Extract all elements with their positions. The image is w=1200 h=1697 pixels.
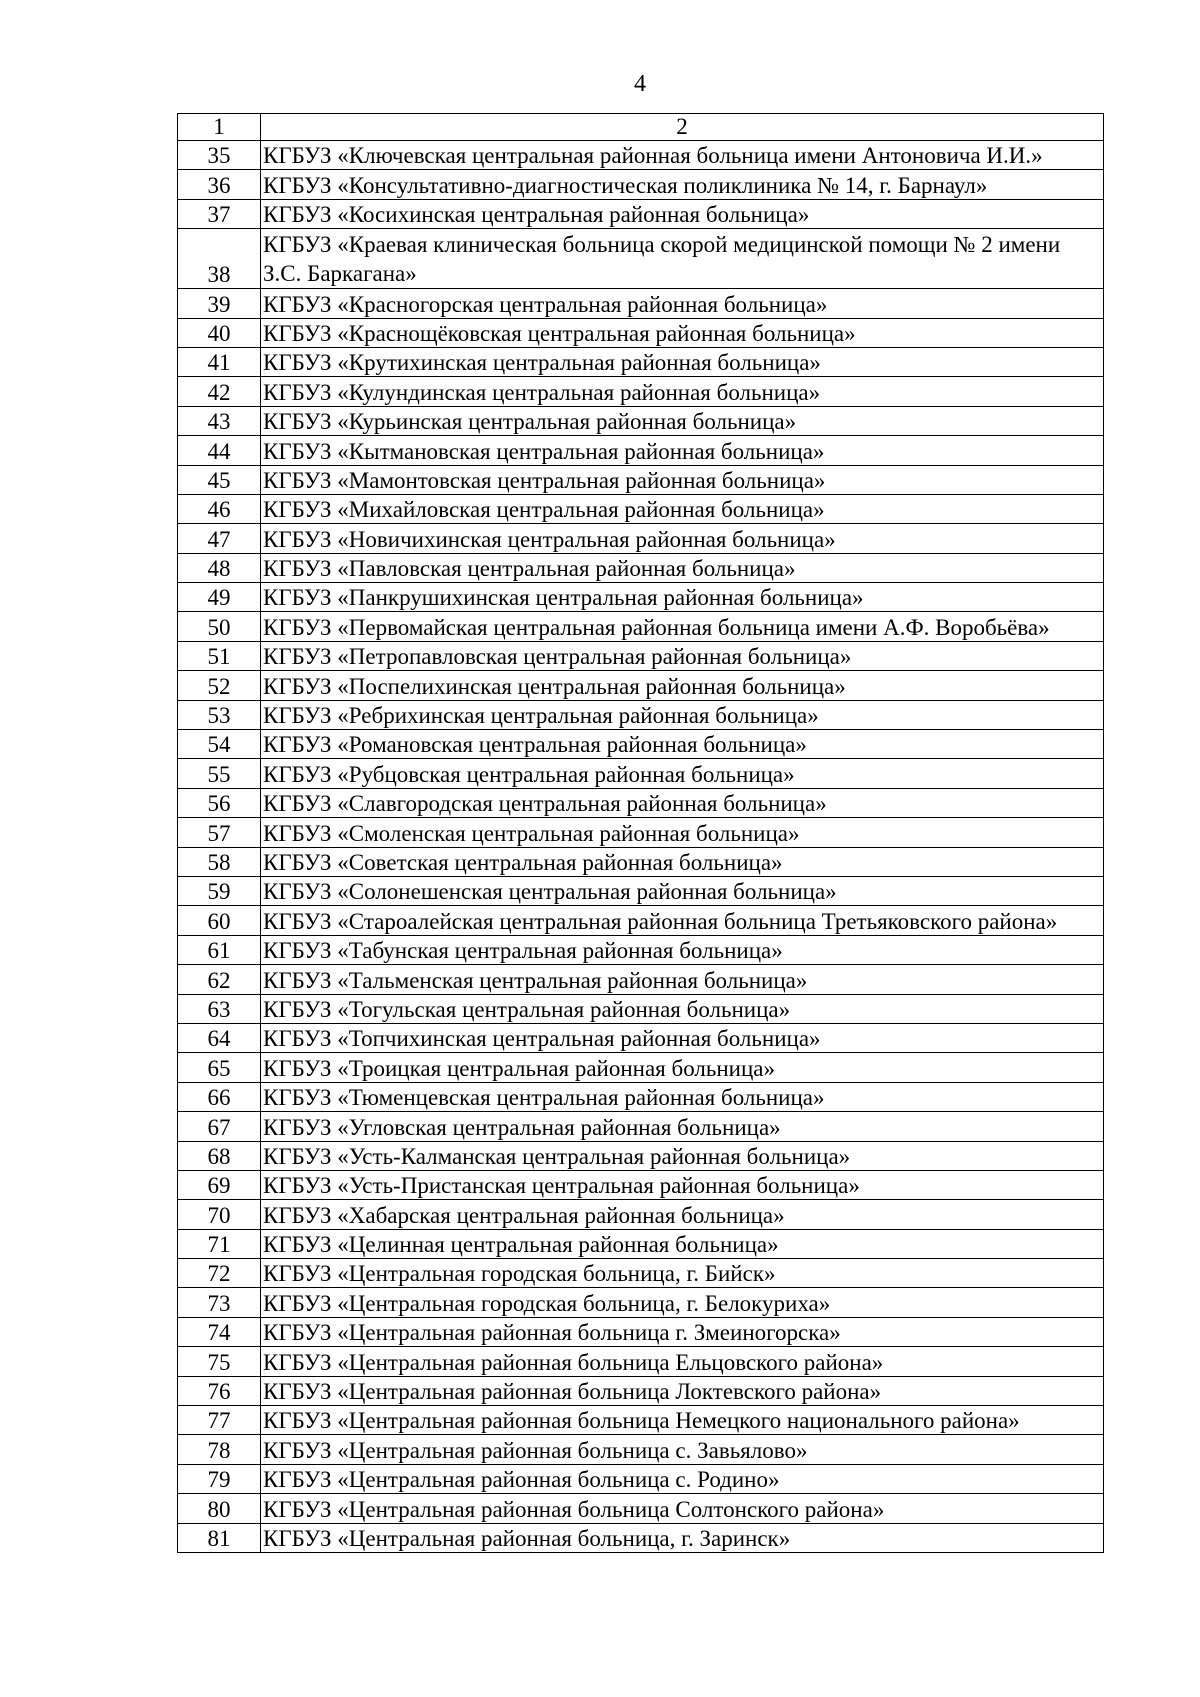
- page-number: 4: [634, 71, 646, 97]
- institution-name: КГБУЗ «Советская центральная районная больница»: [261, 847, 1104, 876]
- institution-name: КГБУЗ «Троицкая центральная районная больница»: [261, 1053, 1104, 1082]
- table-row: [178, 1464, 1104, 1493]
- table-row: [178, 1023, 1104, 1052]
- table-row: [178, 847, 1104, 876]
- institution-name: КГБУЗ «Центральная районная больница Солтонского района»: [261, 1494, 1104, 1523]
- institution-name: КГБУЗ «Романовская центральная районная больница»: [261, 730, 1104, 759]
- row-number: 69: [178, 1170, 261, 1199]
- table-row: [178, 935, 1104, 964]
- row-number: 75: [178, 1347, 261, 1376]
- table-row: [178, 612, 1104, 641]
- institution-name: КГБУЗ «Краевая клиническая больница скорой медицинской помощи № 2 имени З.С. Баркагана»: [261, 229, 1104, 289]
- institution-name: КГБУЗ «Панкрушихинская центральная районная больница»: [261, 583, 1104, 612]
- row-number: 43: [178, 406, 261, 435]
- institution-name: КГБУЗ «Угловская центральная районная больница»: [261, 1112, 1104, 1141]
- institution-name: КГБУЗ «Ребрихинская центральная районная больница»: [261, 700, 1104, 729]
- table-row: [178, 553, 1104, 582]
- table-row: [178, 994, 1104, 1023]
- institution-name: КГБУЗ «Рубцовская центральная районная больница»: [261, 759, 1104, 788]
- table-row: [178, 494, 1104, 523]
- table-row: [178, 1406, 1104, 1435]
- table-row: [178, 759, 1104, 788]
- row-number: 41: [178, 347, 261, 376]
- row-number: 63: [178, 994, 261, 1023]
- row-number: 59: [178, 876, 261, 905]
- table-row: [178, 436, 1104, 465]
- row-number: 62: [178, 965, 261, 994]
- institution-name: КГБУЗ «Целинная центральная районная больница»: [261, 1229, 1104, 1258]
- row-number: 40: [178, 318, 261, 347]
- table-row: [178, 906, 1104, 935]
- row-number: 36: [178, 170, 261, 199]
- table-row: [178, 818, 1104, 847]
- institution-name: КГБУЗ «Ключевская центральная районная больница имени Антоновича И.И.»: [261, 141, 1104, 170]
- institution-name: КГБУЗ «Солонешенская центральная районная больница»: [261, 876, 1104, 905]
- table-row: [178, 1376, 1104, 1405]
- header-column-number: 1: [178, 114, 261, 141]
- institution-name: КГБУЗ «Центральная районная больница с. Родино»: [261, 1464, 1104, 1493]
- row-number: 51: [178, 641, 261, 670]
- institution-name: КГБУЗ «Тогульская центральная районная больница»: [261, 994, 1104, 1023]
- row-number: 72: [178, 1259, 261, 1288]
- table-header: [178, 114, 1104, 141]
- row-number: 47: [178, 524, 261, 553]
- row-number: 71: [178, 1229, 261, 1258]
- institution-name: КГБУЗ «Первомайская центральная районная больница имени А.Ф. Воробьёва»: [261, 612, 1104, 641]
- table-row: [178, 641, 1104, 670]
- row-number: 49: [178, 583, 261, 612]
- institution-name: КГБУЗ «Красногорская центральная районная больница»: [261, 289, 1104, 318]
- row-number: 53: [178, 700, 261, 729]
- institution-name: КГБУЗ «Консультативно-диагностическая поликлиника № 14, г. Барнаул»: [261, 170, 1104, 199]
- row-number: 56: [178, 788, 261, 817]
- institution-name: КГБУЗ «Центральная районная больница Локтевского района»: [261, 1376, 1104, 1405]
- institution-name: КГБУЗ «Новичихинская центральная районная больница»: [261, 524, 1104, 553]
- table-row: [178, 229, 1104, 289]
- table-row: [178, 1200, 1104, 1229]
- institution-name: КГБУЗ «Центральная районная больница Ельцовского района»: [261, 1347, 1104, 1376]
- row-number: 35: [178, 141, 261, 170]
- institution-name: КГБУЗ «Центральная районная больница Немецкого национального района»: [261, 1406, 1104, 1435]
- table-row: [178, 1317, 1104, 1346]
- institution-name: КГБУЗ «Тальменская центральная районная больница»: [261, 965, 1104, 994]
- table-row: [178, 318, 1104, 347]
- institution-name: КГБУЗ «Центральная районная больница с. Завьялово»: [261, 1435, 1104, 1464]
- table-row: [178, 1523, 1104, 1552]
- row-number: 52: [178, 671, 261, 700]
- institution-name: КГБУЗ «Хабарская центральная районная больница»: [261, 1200, 1104, 1229]
- table-row: [178, 876, 1104, 905]
- row-number: 80: [178, 1494, 261, 1523]
- institution-name: КГБУЗ «Михайловская центральная районная больница»: [261, 494, 1104, 523]
- table-row: [178, 583, 1104, 612]
- row-number: 48: [178, 553, 261, 582]
- row-number: 66: [178, 1082, 261, 1111]
- table-row: [178, 1288, 1104, 1317]
- institution-name: КГБУЗ «Поспелихинская центральная районная больница»: [261, 671, 1104, 700]
- row-number: 58: [178, 847, 261, 876]
- table-row: [178, 1494, 1104, 1523]
- table-row: [178, 671, 1104, 700]
- row-number: 78: [178, 1435, 261, 1464]
- institution-name: КГБУЗ «Смоленская центральная районная больница»: [261, 818, 1104, 847]
- row-number: 64: [178, 1023, 261, 1052]
- table-row: [178, 524, 1104, 553]
- row-number: 57: [178, 818, 261, 847]
- table-row: [178, 1082, 1104, 1111]
- table-row: [178, 1259, 1104, 1288]
- row-number: 50: [178, 612, 261, 641]
- institution-name: КГБУЗ «Усть-Пристанская центральная районная больница»: [261, 1170, 1104, 1199]
- table-row: [178, 700, 1104, 729]
- table-row: [178, 1112, 1104, 1141]
- institution-name: КГБУЗ «Павловская центральная районная больница»: [261, 553, 1104, 582]
- row-number: 67: [178, 1112, 261, 1141]
- table-row: [178, 199, 1104, 228]
- row-number: 54: [178, 730, 261, 759]
- table-row: [178, 1053, 1104, 1082]
- institution-name: КГБУЗ «Кулундинская центральная районная больница»: [261, 377, 1104, 406]
- institution-name: КГБУЗ «Курьинская центральная районная больница»: [261, 406, 1104, 435]
- table-row: [178, 170, 1104, 199]
- row-number: 70: [178, 1200, 261, 1229]
- row-number: 39: [178, 289, 261, 318]
- row-number: 65: [178, 1053, 261, 1082]
- table-row: [178, 406, 1104, 435]
- row-number: 73: [178, 1288, 261, 1317]
- row-number: 76: [178, 1376, 261, 1405]
- table-row: [178, 377, 1104, 406]
- table-row: [178, 465, 1104, 494]
- table-row: [178, 1347, 1104, 1376]
- header-row: [178, 114, 1104, 141]
- institution-name: КГБУЗ «Кытмановская центральная районная больница»: [261, 436, 1104, 465]
- row-number: 74: [178, 1317, 261, 1346]
- row-number: 42: [178, 377, 261, 406]
- row-number: 68: [178, 1141, 261, 1170]
- row-number: 79: [178, 1464, 261, 1493]
- table-row: [178, 788, 1104, 817]
- table-row: [178, 730, 1104, 759]
- institution-name: КГБУЗ «Табунская центральная районная больница»: [261, 935, 1104, 964]
- table-row: [178, 1141, 1104, 1170]
- row-number: 61: [178, 935, 261, 964]
- institution-name: КГБУЗ «Косихинская центральная районная больница»: [261, 199, 1104, 228]
- institution-name: КГБУЗ «Тюменцевская центральная районная больница»: [261, 1082, 1104, 1111]
- table-row: [178, 141, 1104, 170]
- row-number: 81: [178, 1523, 261, 1552]
- table-row: [178, 1435, 1104, 1464]
- table-row: [178, 347, 1104, 376]
- table-body: [178, 141, 1104, 1553]
- institution-name: КГБУЗ «Центральная районная больница, г. Заринск»: [261, 1523, 1104, 1552]
- institution-name: КГБУЗ «Староалейская центральная районная больница Третьяковского района»: [261, 906, 1104, 935]
- table-row: [178, 1170, 1104, 1199]
- row-number: 60: [178, 906, 261, 935]
- institution-name: КГБУЗ «Славгородская центральная районная больница»: [261, 788, 1104, 817]
- institution-name: КГБУЗ «Петропавловская центральная районная больница»: [261, 641, 1104, 670]
- table-row: [178, 965, 1104, 994]
- institution-name: КГБУЗ «Центральная районная больница г. Змеиногорска»: [261, 1317, 1104, 1346]
- row-number: 38: [178, 229, 261, 289]
- row-number: 37: [178, 199, 261, 228]
- institution-name: КГБУЗ «Топчихинская центральная районная больница»: [261, 1023, 1104, 1052]
- institution-name: КГБУЗ «Мамонтовская центральная районная больница»: [261, 465, 1104, 494]
- institution-name: КГБУЗ «Крутихинская центральная районная больница»: [261, 347, 1104, 376]
- institution-name: КГБУЗ «Центральная городская больница, г. Белокуриха»: [261, 1288, 1104, 1317]
- institution-name: КГБУЗ «Краснощёковская центральная районная больница»: [261, 318, 1104, 347]
- row-number: 77: [178, 1406, 261, 1435]
- row-number: 45: [178, 465, 261, 494]
- institutions-table: [177, 113, 1104, 1553]
- institution-name: КГБУЗ «Усть-Калманская центральная районная больница»: [261, 1141, 1104, 1170]
- table-row: [178, 289, 1104, 318]
- row-number: 55: [178, 759, 261, 788]
- header-column-name: 2: [261, 114, 1104, 141]
- row-number: 44: [178, 436, 261, 465]
- institution-name: КГБУЗ «Центральная городская больница, г. Бийск»: [261, 1259, 1104, 1288]
- table-row: [178, 1229, 1104, 1258]
- row-number: 46: [178, 494, 261, 523]
